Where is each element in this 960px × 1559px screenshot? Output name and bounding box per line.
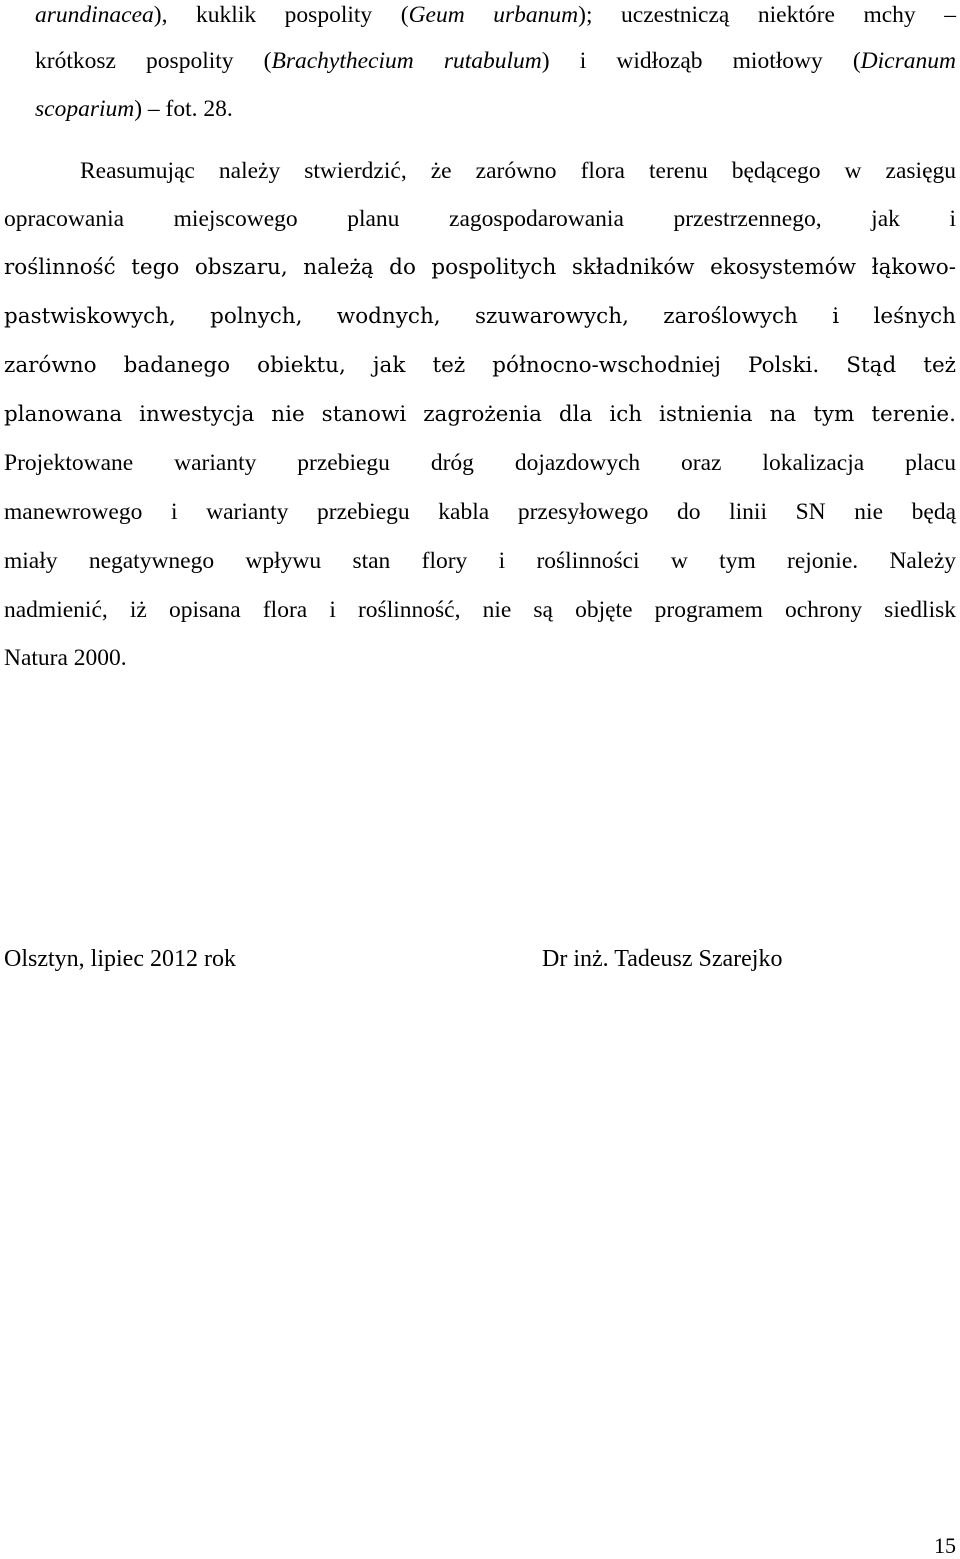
text-run: ); uczestniczą niektóre mchy –: [578, 2, 956, 28]
place-date: Olsztyn, lipiec 2012 rok: [4, 946, 236, 972]
paragraph-line: manewrowego i warianty przebiegu kabla przesyłowego do linii SN nie będą: [4, 499, 956, 525]
paragraph-line: opracowania miejscowego planu zagospodarowania przestrzennego, jak i: [4, 206, 956, 232]
species-name: arundinacea: [35, 2, 154, 28]
paragraph-line: roślinność tego obszaru, należą do pospolitych składników ekosystemów łąkowo-: [4, 255, 956, 280]
page-number: 15: [934, 1533, 956, 1558]
species-name: scoparium: [35, 96, 135, 122]
text-run: ) – fot. 28.: [134, 96, 233, 122]
species-name: Geum urbanum: [408, 2, 579, 28]
paragraph-line: nadmienić, iż opisana flora i roślinność, nie są objęte programem ochrony siedlisk: [4, 597, 956, 623]
text-run: ) i widłoząb miotłowy (: [541, 48, 861, 74]
paragraph-line: [35, 0, 956, 30]
paragraph-line: planowana inwestycja nie stanowi zagrożenia dla ich istnienia na tym terenie.: [4, 402, 956, 427]
species-name: Brachythecium rutabulum: [271, 48, 542, 74]
paragraph-line: miały negatywnego wpływu stan flory i roślinności w tym rejonie. Należy: [4, 548, 956, 574]
paragraph-line: pastwiskowych, polnych, wodnych, szuwarowych, zaroślowych i leśnych: [4, 304, 956, 329]
species-name: Dicranum: [860, 48, 956, 74]
text-run: ), kuklik pospolity (: [153, 2, 409, 28]
text-run: krótkosz pospolity (: [35, 48, 272, 74]
paragraph-line: [35, 94, 275, 124]
paragraph-line: Projektowane warianty przebiegu dróg dojazdowych oraz lokalizacja placu: [4, 450, 956, 476]
paragraph-line: zarówno badanego obiektu, jak też północno-wschodniej Polski. Stąd też: [4, 353, 956, 378]
paragraph-line: Reasumując należy stwierdzić, że zarówno flora terenu będącego w zasięgu: [80, 158, 956, 184]
paragraph-line: [35, 46, 956, 76]
paragraph-line: Natura 2000.: [4, 645, 127, 671]
author-name: Dr inż. Tadeusz Szarejko: [542, 946, 783, 972]
